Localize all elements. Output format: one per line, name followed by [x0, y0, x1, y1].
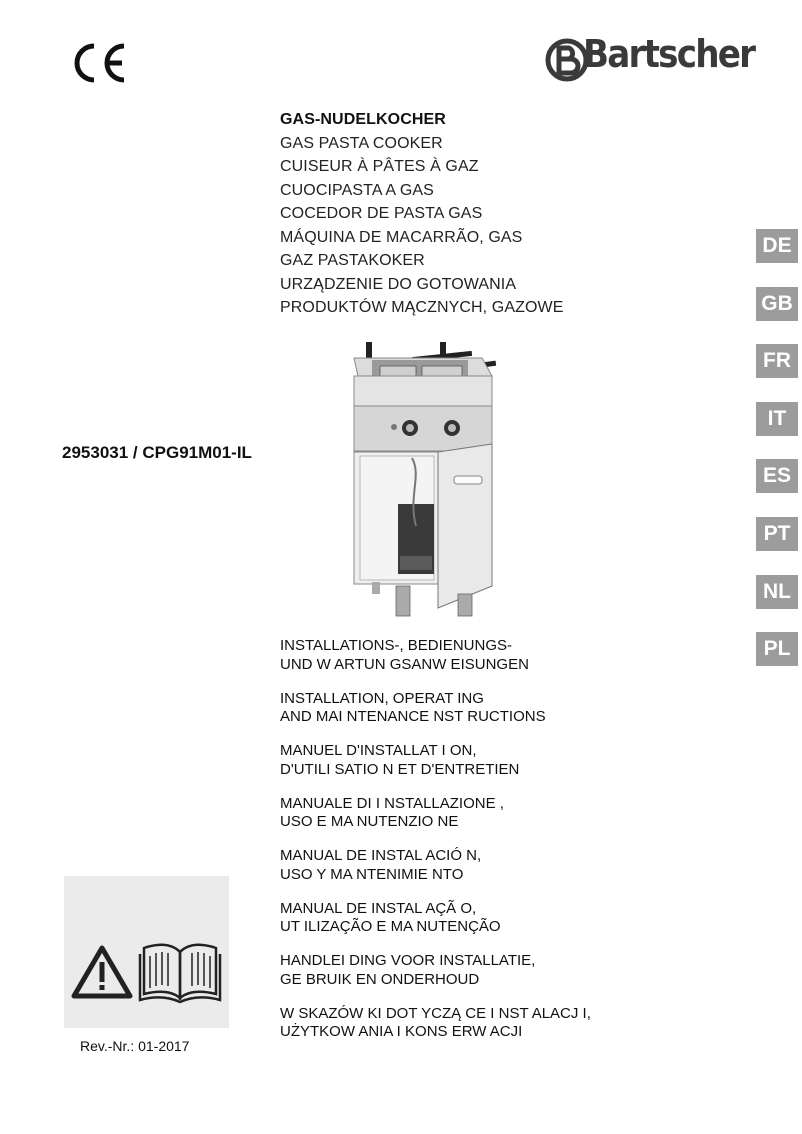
pasta-cooker-image: [352, 336, 502, 621]
brand-name: Bartscher: [583, 32, 755, 76]
lang-tab-pl[interactable]: PL: [756, 632, 798, 666]
manual-fr: MANUEL D'INSTALLAT I ON, D'UTILI SATIO N ET D'ENTRETIEN: [280, 742, 520, 778]
manual-pl: W SKAZÓW KI DOT YCZĄ CE I NST ALACJ I, UŻYTKOW ANIA I KONS ERW ACJI: [280, 1004, 591, 1040]
lang-tab-de[interactable]: DE: [756, 229, 798, 263]
title-pt: MÁQUINA DE MACARRÃO, GAS: [280, 228, 523, 246]
warning-triangle-icon: [74, 948, 130, 996]
ce-mark-icon: [66, 40, 130, 86]
lang-tab-nl[interactable]: NL: [756, 575, 798, 609]
title-fr: CUISEUR À PÂTES À GAZ: [280, 158, 479, 175]
lang-tab-it[interactable]: IT: [756, 402, 798, 436]
lang-tab-fr[interactable]: FR: [756, 344, 798, 378]
title-gb: GAS PASTA COOKER: [280, 134, 443, 152]
lang-tab-es[interactable]: ES: [756, 459, 798, 493]
manual-es: MANUAL DE INSTAL ACIÓ N, USO Y MA NTENIMIE NTO: [280, 847, 482, 883]
lang-tab-gb[interactable]: GB: [756, 287, 798, 321]
title-de: GAS-NUDELKOCHER: [280, 111, 446, 128]
product-titles: [280, 108, 720, 320]
title-pl-2: PRODUKTÓW MĄCZNYCH, GAZOWE: [280, 299, 564, 316]
lang-tab-pt[interactable]: PT: [756, 517, 798, 551]
title-nl: GAZ PASTAKOKER: [280, 252, 425, 269]
open-book-icon: [140, 945, 220, 1002]
revision-number: Rev.-Nr.: 01-2017: [80, 1038, 190, 1054]
title-es: COCEDOR DE PASTA GAS: [280, 205, 483, 222]
read-manual-warning-box: [64, 876, 229, 1028]
manual-it: MANUALE DI I NSTALLAZIONE , USO E MA NUTENZIO NE: [280, 794, 504, 830]
model-number: 2953031 / CPG91M01-IL: [62, 443, 252, 462]
manual-gb: INSTALLATION, OPERAT ING AND MAI NTENANCE NST RUCTIONS: [280, 689, 546, 725]
manual-de: INSTALLATIONS-, BEDIENUNGS- UND W ARTUN GSANW EISUNGEN: [280, 637, 529, 673]
language-tabs: [756, 229, 798, 690]
manual-nl: HANDLEI DING VOOR INSTALLATIE, GE BRUIK EN ONDERHOUD: [280, 952, 536, 988]
title-it: CUOCIPASTA A GAS: [280, 181, 434, 199]
title-pl-1: URZĄDZENIE DO GOTOWANIA: [280, 275, 517, 293]
manual-titles: [280, 637, 720, 1057]
manual-pt: MANUAL DE INSTAL AÇÃ O, UT ILIZAÇÃO E MA NUTENÇÃO: [280, 899, 501, 935]
